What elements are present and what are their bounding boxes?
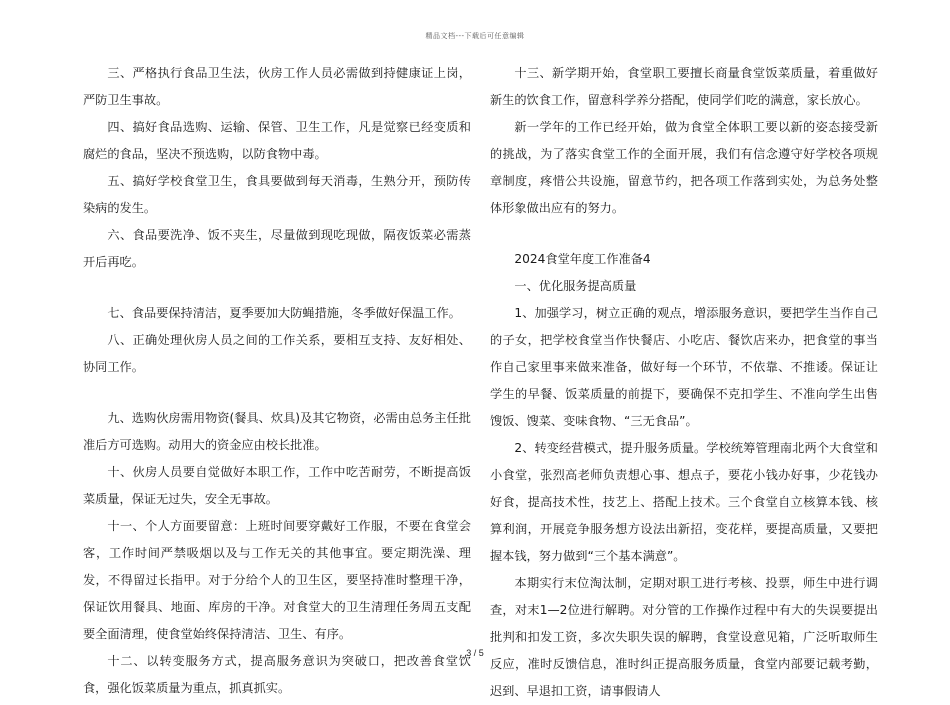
paragraph: 四、搞好食品选购、运输、保管、卫生工作，凡是觉察已经变质和腐烂的食品，坚决不预选购，以防食物中毒。 [83,120,471,161]
paragraph: 2、转变经营模式，提升服务质量。学校统筹管理南北两个大食堂和小食堂，张烈高老师负责想心事、想点子，要花小钱办好事，少花钱办好食，提高技术性，技艺上、搭配上技术。三个食堂自立核算本钱、核算利润，开展竞争服务想方设法出新招，变花样，要提高质量，又要把握本钱，努力做到“三个基本满意”。 [490,441,878,563]
paragraph: 五、搞好学校食堂卫生，食具要做到每天消毒，生熟分开，预防传染病的发生。 [83,174,471,215]
paragraph: 十、伙房人员要自觉做好本职工作，工作中吃苦耐劳，不断提高饭菜质量，保证无过失，安全无事故。 [83,465,471,506]
paragraph: 1、加强学习，树立正确的观点，增添服务意识，要把学生当作自己的子女，把学校食堂当作快餐店、小吃店、餐饮店来办，把食堂的事当作自己家里事来做来准备，做好每一个环节，不依靠、不推诿。保证让学生的早餐、饭菜质量的前提下，要确保不克扣学生、不准向学生出售馊饭、馊菜、变味食物、“三无食品”。 [490,306,878,428]
paragraph-gap [490,222,878,246]
section-heading: 2024食堂年度工作准备4 [514,252,651,266]
paragraph-gap [83,276,471,300]
paragraph: 十二、以转变服务方式，提高服务意识为突破口，把改善食堂饮食，强化饭菜质量为重点，抓真抓实。 [83,654,471,695]
paragraph: 九、选购伙房需用物资(餐具、炊具)及其它物资，必需由总务主任批准后方可选购。动用大的资金应由校长批准。 [83,411,471,452]
paragraph: 十三、新学期开始，食堂职工要擅长商量食堂饭菜质量，着重做好新生的饮食工作，留意科学养分搭配，使同学们吃的满意，家长放心。 [490,66,878,107]
paragraph: 十一、个人方面要留意：上班时间要穿戴好工作服，不要在食堂会客，工作时间严禁吸烟以及与工作无关的其他事宜。要定期洗澡、理发，不得留过长指甲。对于分给个人的卫生区，要坚持准时整理干净，保证饮用餐具、地面、库房的干净。对食堂大的卫生清理任务周五支配要全面清理，使食堂始终保持清洁、卫生、有序。 [83,519,471,641]
page-header: 精品文档---下载后可任意编辑 [425,32,525,40]
paragraph: 七、食品要保持清洁，夏季要加大防蝇措施，冬季做好保温工作。 [107,306,461,320]
paragraph: 本期实行末位淘汰制，定期对职工进行考核、投票，师生中进行调查，对末1—2位进行解聘。对分管的工作操作过程中有大的失误要提出批判和扣发工资，多次失职失误的解聘，食堂设意见箱，广泛听取师生反应，准时反馈信息，准时纠正提高服务质量，食堂内部要记载考勤，迟到、早退扣工资，请事假请人 [490,576,878,698]
page-number: 3 / 5 [466,648,484,658]
paragraph: 新一学年的工作已经开始，做为食堂全体职工要以新的姿态接受新的挑战，为了落实食堂工作的全面开展，我们有信念遵守好学校各项规章制度，疼惜公共设施，留意节约，把各项工作落到实处，为总务处整体形象做出应有的努力。 [490,120,878,215]
paragraph-gap [83,381,471,405]
paragraph: 八、正确处理伙房人员之间的工作关系，要相互支持、友好相处、协同工作。 [83,333,471,374]
right-column [490,60,878,705]
paragraph: 三、严格执行食品卫生法，伙房工作人员必需做到持健康证上岗，严防卫生事故。 [83,66,471,107]
left-column [83,60,471,702]
paragraph: 六、食品要洗净、饭不夹生，尽量做到现吃现做，隔夜饭菜必需蒸开后再吃。 [83,228,471,269]
subsection-heading: 一、优化服务提高质量 [514,279,637,293]
